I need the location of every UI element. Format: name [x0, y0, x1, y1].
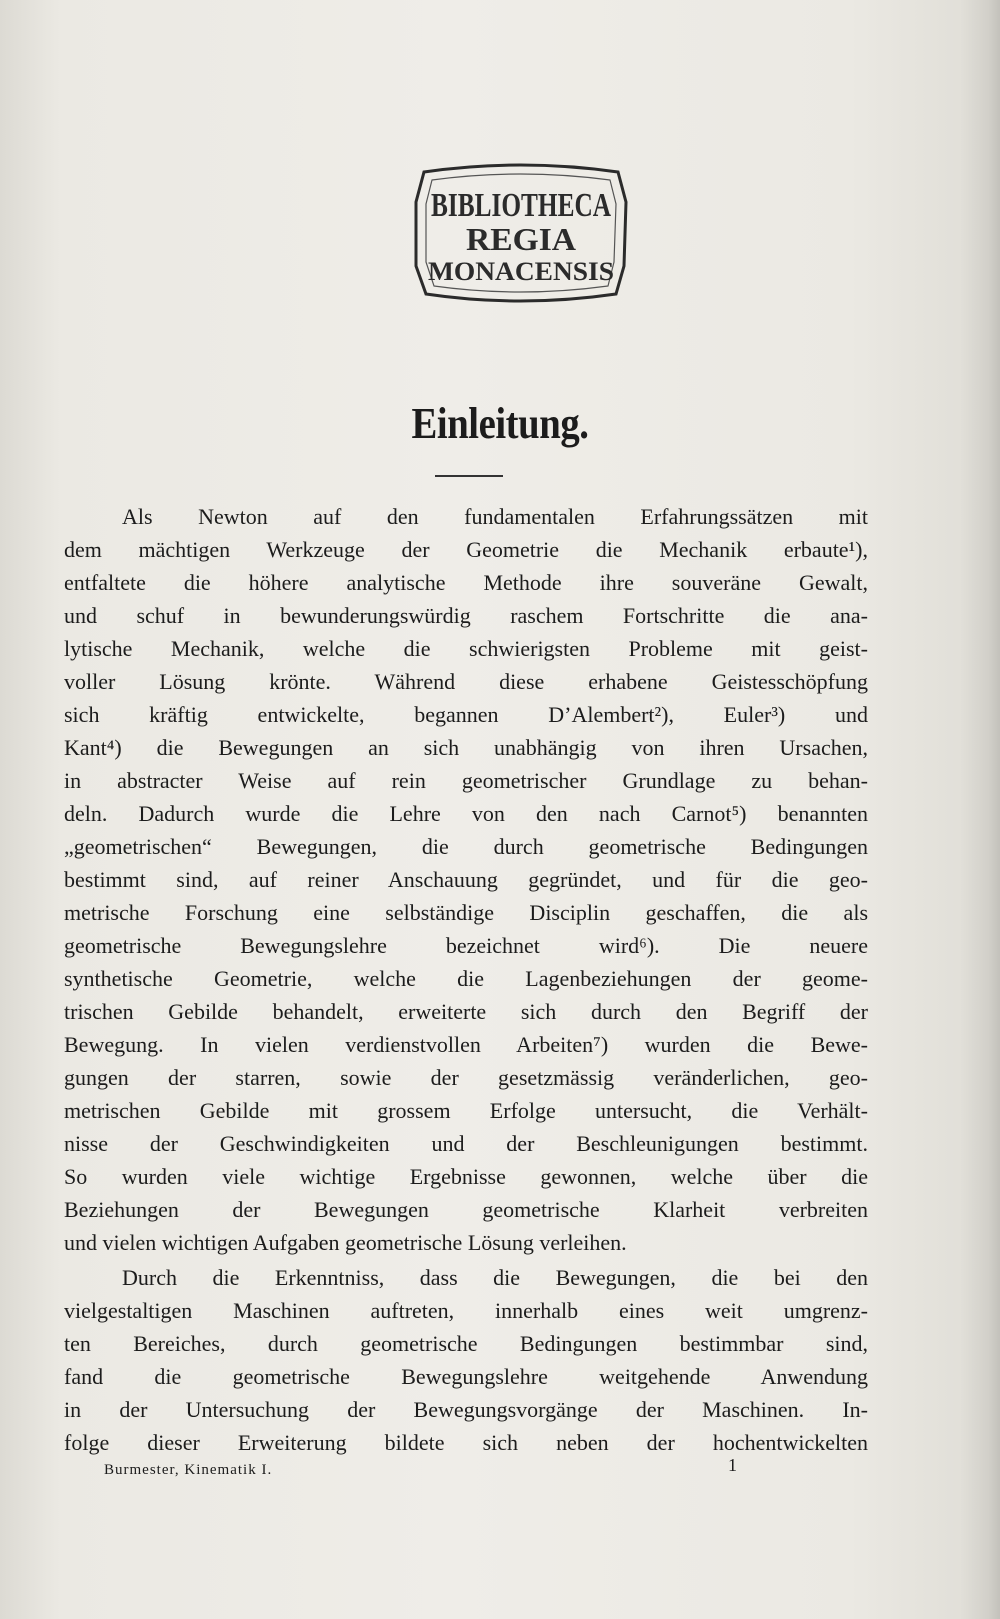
text-line: in der Untersuchung der Bewegungsvorgänge der Maschinen. In- — [64, 1397, 868, 1422]
chapter-title: Einleitung. — [411, 399, 589, 448]
text-line: ten Bereiches, durch geometrische Bedingungen bestimmbar sind, — [64, 1331, 868, 1356]
text-line: synthetische Geometrie, welche die Lagenbeziehungen der geome- — [64, 966, 868, 991]
text-line: fand die geometrische Bewegungslehre weitgehende Anwendung — [64, 1364, 868, 1389]
text-line: nisse der Geschwindigkeiten und der Beschleunigungen bestimmt. — [64, 1131, 868, 1156]
text-line: voller Lösung krönte. Während diese erhabene Geistesschöpfung — [64, 669, 868, 694]
stamp-line-3: MONACENSIS — [428, 257, 614, 286]
text-line: in abstracter Weise auf rein geometrischer Grundlage zu behan- — [64, 768, 868, 793]
text-line: folge dieser Erweiterung bildete sich neben der hochentwickelten — [64, 1430, 868, 1455]
spine-shadow — [960, 0, 1000, 1619]
text-line: bestimmt sind, auf reiner Anschauung gegründet, und für die geo- — [64, 867, 868, 892]
text-line: metrischen Gebilde mit grossem Erfolge untersucht, die Verhält- — [64, 1098, 868, 1123]
library-stamp — [410, 162, 632, 304]
text-line: Kant⁴) die Bewegungen an sich unabhängig von ihren Ursachen, — [64, 735, 868, 760]
text-line: Beziehungen der Bewegungen geometrische Klarheit verbreiten — [64, 1197, 868, 1222]
text-line: gungen der starren, sowie der gesetzmässig veränderlichen, geo- — [64, 1065, 868, 1090]
text-line: Als Newton auf den fundamentalen Erfahrungssätzen mit — [122, 504, 868, 529]
stamp-line-1: BIBLIOTHECA — [431, 187, 612, 224]
text-line: sich kräftig entwickelte, begannen D’Alembert²), Euler³) und — [64, 702, 868, 727]
text-line: und vielen wichtigen Aufgaben geometrische Lösung verleihen. — [64, 1230, 627, 1255]
text-line: trischen Gebilde behandelt, erweiterte sich durch den Begriff der — [64, 999, 868, 1024]
body-text — [64, 500, 868, 1459]
page-number: 1 — [728, 1455, 737, 1475]
stamp-line-2: REGIA — [466, 221, 576, 257]
text-line: lytische Mechanik, welche die schwierigsten Probleme mit geist- — [64, 636, 868, 661]
footer-signature: Burmester, Kinematik I. — [104, 1462, 273, 1478]
text-line: deln. Dadurch wurde die Lehre von den nach Carnot⁵) benannten — [64, 801, 868, 826]
text-line: und schuf in bewunderungswürdig raschem Fortschritte die ana- — [64, 603, 868, 628]
stamp-border — [416, 165, 626, 301]
text-line: „geometrischen“ Bewegungen, die durch geometrische Bedingungen — [64, 834, 868, 859]
text-line: So wurden viele wichtige Ergebnisse gewonnen, welche über die — [64, 1164, 868, 1189]
text-line: Durch die Erkenntniss, dass die Bewegungen, die bei den — [122, 1265, 868, 1290]
text-line: entfaltete die höhere analytische Methode ihre souveräne Gewalt, — [64, 570, 868, 595]
text-line: metrische Forschung eine selbständige Disciplin geschaffen, die als — [64, 900, 868, 925]
text-line: vielgestaltigen Maschinen auftreten, innerhalb eines weit umgrenz- — [64, 1298, 868, 1323]
text-line: dem mächtigen Werkzeuge der Geometrie die Mechanik erbaute¹), — [64, 537, 868, 562]
stamp-inner-border — [426, 174, 616, 292]
title-rule — [435, 475, 503, 477]
text-line: geometrische Bewegungslehre bezeichnet wird⁶). Die neuere — [64, 933, 868, 958]
text-line: Bewegung. In vielen verdienstvollen Arbeiten⁷) wurden die Bewe- — [64, 1032, 868, 1057]
